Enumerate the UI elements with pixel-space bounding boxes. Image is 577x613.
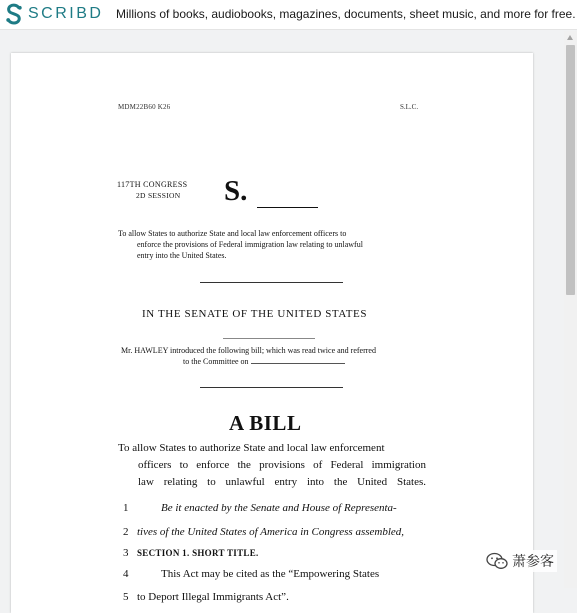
line-text: to Deport Illegal Immigrants Act”. (137, 591, 289, 603)
line-number: 5 (123, 591, 129, 603)
wechat-icon (486, 552, 508, 570)
line-number: 3 (123, 547, 129, 559)
document-viewer[interactable] (0, 31, 564, 603)
line-number: 1 (123, 502, 129, 514)
scroll-up-arrow-icon[interactable] (567, 35, 573, 40)
divider (200, 387, 343, 388)
bill-line (123, 589, 443, 606)
top-bar (0, 0, 577, 30)
header-tagline: Millions of books, audiobooks, magazines, documents, sheet music, and more for free. (116, 7, 576, 21)
bill-line (123, 500, 443, 517)
session-label: 2D SESSION (136, 191, 181, 200)
divider (223, 338, 315, 339)
document-id: MDM22B60 K26 (118, 103, 171, 111)
section-title: SECTION 1. SHORT TITLE. (137, 548, 259, 558)
purpose-short-line: enforce the provisions of Federal immigration law relating to unlawful (137, 240, 363, 249)
bill-number-blank (257, 207, 318, 208)
scribd-logo[interactable] (5, 3, 103, 25)
bill-line (123, 566, 443, 583)
brand-name: SCRIBD (28, 5, 104, 22)
line-text: This Act may be cited as the “Empowering States (161, 568, 380, 580)
purpose-long-line: law relating to unlawful entry into the United States. (138, 476, 426, 488)
watermark (483, 550, 557, 572)
line-number: 4 (123, 568, 129, 580)
bill-number: S. (224, 175, 248, 207)
line-text: tives of the United States of America in Congress assembled, (137, 526, 405, 538)
purpose-long-line: To allow States to authorize State and local law enforcement (118, 442, 385, 454)
purpose-short-line: To allow States to authorize State and local law enforcement officers to (118, 229, 347, 238)
line-text: Be it enacted by the Senate and House of Representa- (161, 502, 397, 514)
watermark-text: 萧参客 (512, 554, 554, 570)
divider (200, 282, 343, 283)
congress-label: 117TH CONGRESS (117, 180, 188, 189)
senate-heading: IN THE SENATE OF THE UNITED STATES (142, 308, 368, 320)
purpose-long-line: officers to enforce the provisions of Federal immigration (138, 459, 426, 471)
purpose-long (118, 440, 426, 491)
document-page (11, 53, 533, 613)
slc-marker: S.L.C. (400, 103, 419, 111)
introduction-text (121, 345, 436, 367)
vertical-scrollbar[interactable] (564, 31, 577, 588)
intro-line: Mr. HAWLEY introduced the following bill; which was read twice and referred (121, 346, 376, 355)
purpose-short (118, 228, 434, 261)
line-number: 2 (123, 526, 129, 538)
bill-line (123, 524, 443, 541)
intro-line: to the Committee on (183, 357, 249, 366)
a-bill-heading: A BILL (229, 411, 302, 435)
committee-blank (251, 357, 345, 364)
scribd-logo-icon (5, 3, 23, 25)
purpose-short-line: entry into the United States. (137, 251, 227, 260)
scrollbar-thumb[interactable] (566, 45, 575, 295)
bill-line (123, 545, 443, 562)
